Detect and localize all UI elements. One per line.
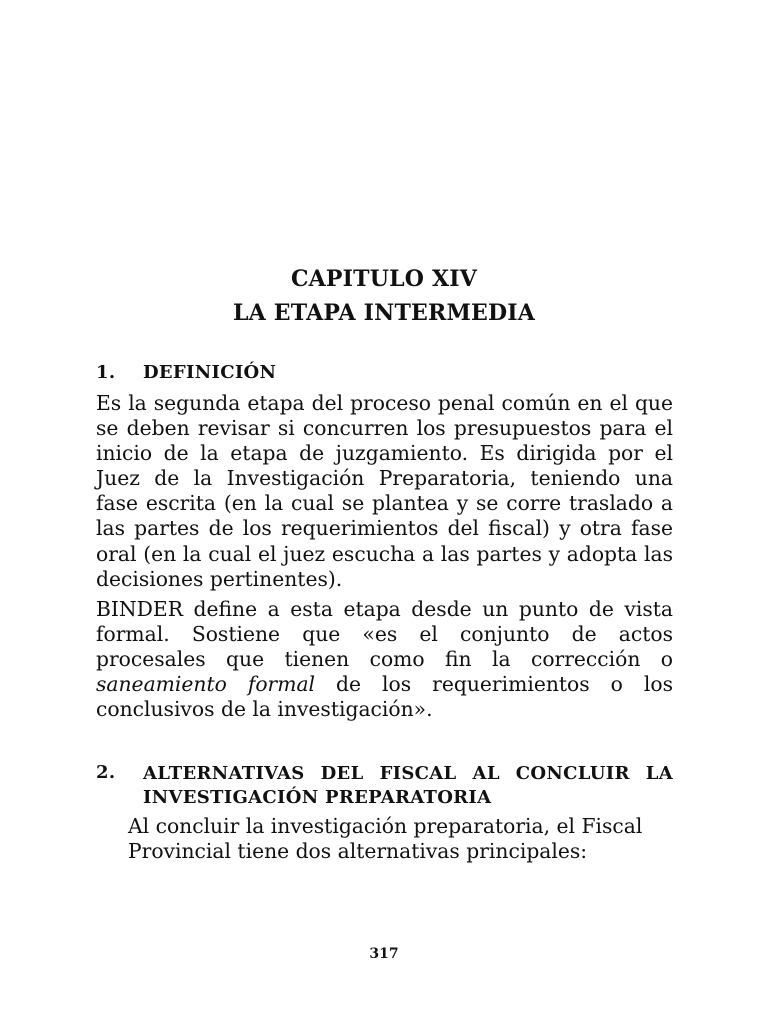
page-number: 317 [369, 946, 399, 962]
section-title: ALTERNATIVAS DEL FISCAL AL CONCLUIR LA INVESTIGACIÓN PREPARATORIA [143, 763, 673, 808]
binder-text-italic: saneamiento formal [96, 672, 316, 697]
section-heading-alternativas [96, 762, 674, 808]
binder-text-before: BINDER define a esta etapa desde un punto de vista formal. Sostiene que «es el conjunto de actos procesales que tienen como fin la corrección o [96, 597, 673, 672]
chapter-number: CAPITULO XIV [290, 266, 478, 292]
paragraph-binder [96, 597, 673, 722]
section-heading-definicion [96, 362, 676, 386]
binder-text-after: de los requerimientos o los conclusivos de la investigación». [96, 672, 674, 722]
paragraph-definition: Es la segunda etapa del proceso penal común en el que se deben revisar si concurren los presupuestos para el inicio de la etapa de juzgamiento. Es dirigida por el Juez de la Investigación Preparatoria, teniendo una fase escrita (en la cual se plantea y se corre traslado a las partes de los requerimientos del fiscal) y otra fase oral (en la cual el juez escucha a las partes y adopta las decisiones pertinentes). [96, 391, 673, 591]
section-number: 2. [96, 762, 116, 783]
section-title: DEFINICIÓN [143, 362, 277, 383]
paragraph-alternatives: Al concluir la investigación preparatoria, el Fiscal Provincial tiene dos alternativas principales: [128, 814, 643, 864]
chapter-title: LA ETAPA INTERMEDIA [232, 300, 536, 326]
section-number: 1. [96, 362, 116, 383]
